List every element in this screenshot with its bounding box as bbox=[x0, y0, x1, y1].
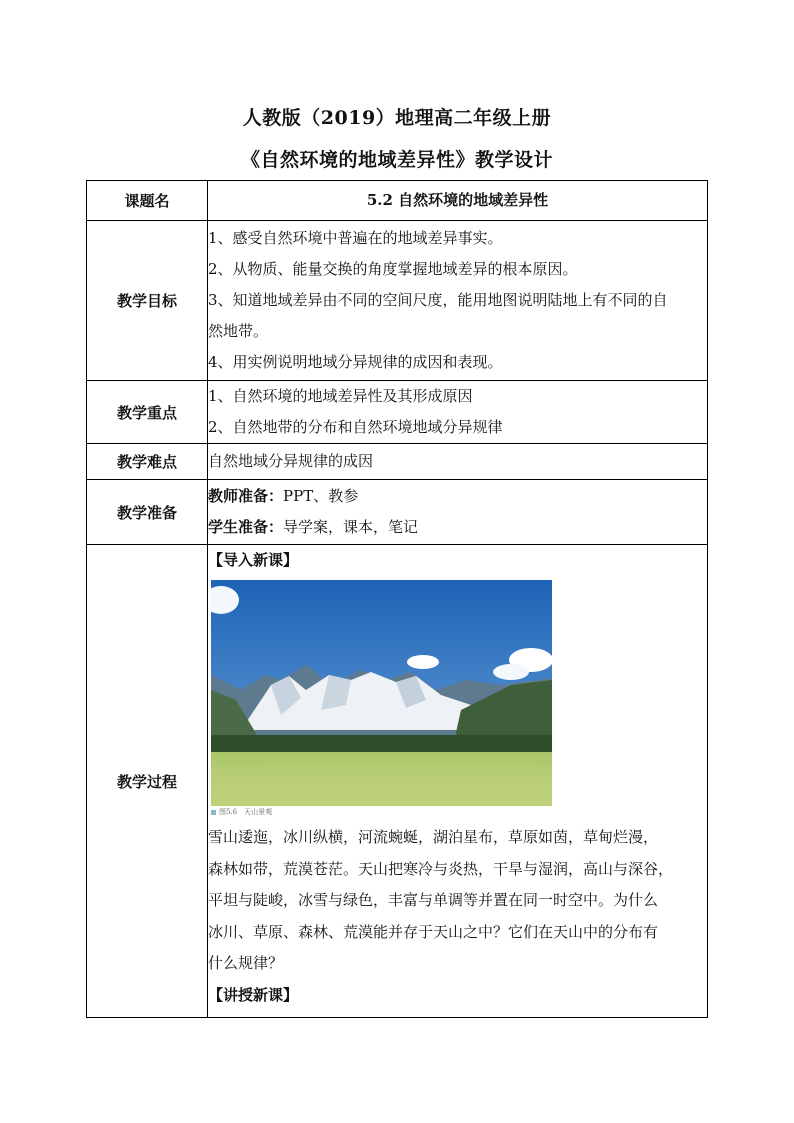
paragraph-line: 雪山逶迤，冰川纵横，河流蜿蜒，湖泊星布，草原如茵，草甸烂漫， bbox=[208, 828, 659, 846]
key-points-label: 教学重点 bbox=[87, 381, 208, 444]
tianshan-landscape-photo bbox=[211, 580, 552, 806]
teacher-preparation-value: PPT、教参 bbox=[283, 487, 359, 505]
figure bbox=[211, 580, 552, 820]
paragraph-line: 冰川、草原、森林、荒漠能并存于天山之中？它们在天山中的分布有 bbox=[208, 922, 659, 941]
student-preparation bbox=[208, 512, 707, 543]
process-content bbox=[208, 545, 708, 1018]
preparation-label: 教学准备 bbox=[87, 480, 208, 545]
figure-caption-text: 图5.6 天山景观 bbox=[219, 808, 273, 816]
key-point-item: 1、自然环境的地域差异性及其形成原因 bbox=[208, 387, 473, 405]
lesson-plan-table bbox=[86, 180, 708, 1018]
topic-label: 课题名 bbox=[87, 181, 208, 221]
caption-marker bbox=[211, 810, 216, 815]
objective-item: 1、感受自然环境中普遍在的地域差异事实。 bbox=[208, 229, 503, 247]
intro-heading: 【导入新课】 bbox=[208, 551, 299, 569]
topic-value: 5.2 自然环境的地域差异性 bbox=[208, 181, 708, 221]
paragraph-line: 平坦与陡峻，冰雪与绿色，丰富与单调等并置在同一时空中。为什么 bbox=[208, 891, 659, 909]
objective-item: 然地带。 bbox=[208, 322, 269, 340]
student-preparation-value: 导学案，课本，笔记 bbox=[283, 518, 419, 536]
table-row-preparation bbox=[87, 480, 708, 545]
process-label: 教学过程 bbox=[87, 545, 208, 1018]
figure-caption bbox=[211, 806, 552, 820]
objective-item: 4、用实例说明地域分异规律的成因和表现。 bbox=[208, 353, 503, 371]
difficulties-value: 自然地域分异规律的成因 bbox=[208, 444, 708, 480]
table-row-difficulties bbox=[87, 444, 708, 480]
intro-paragraph bbox=[208, 822, 707, 980]
key-point-item: 2、自然地带的分布和自然环境地域分异规律 bbox=[208, 418, 503, 436]
teacher-preparation bbox=[208, 481, 707, 512]
table-row-key-points bbox=[87, 381, 708, 444]
difficulties-label: 教学难点 bbox=[87, 444, 208, 480]
teacher-preparation-label: 教师准备： bbox=[208, 487, 284, 505]
key-points-content bbox=[208, 381, 708, 444]
objective-item: 2、从物质、能量交换的角度掌握地域差异的根本原因。 bbox=[208, 260, 578, 278]
objectives-content bbox=[208, 221, 708, 381]
table-row-topic bbox=[87, 181, 708, 221]
student-preparation-label: 学生准备： bbox=[208, 518, 284, 536]
document-title-line2: 《自然环境的地域差异性》教学设计 bbox=[240, 149, 553, 171]
table-row-process bbox=[87, 545, 708, 1018]
objectives-label: 教学目标 bbox=[87, 221, 208, 381]
objective-item: 3、知道地域差异由不同的空间尺度，能用地图说明陆地上有不同的自 bbox=[208, 291, 668, 309]
lecture-heading: 【讲授新课】 bbox=[208, 985, 299, 1004]
table-row-objectives bbox=[87, 221, 708, 381]
paragraph-line: 什么规律？ bbox=[208, 954, 284, 972]
paragraph-line: 森林如带，荒漠苍茫。天山把寒冷与炎热，干旱与湿润，高山与深谷， bbox=[208, 859, 674, 878]
document-title-line1: 人教版（2019）地理高二年级上册 bbox=[242, 107, 552, 129]
preparation-content bbox=[208, 480, 708, 545]
